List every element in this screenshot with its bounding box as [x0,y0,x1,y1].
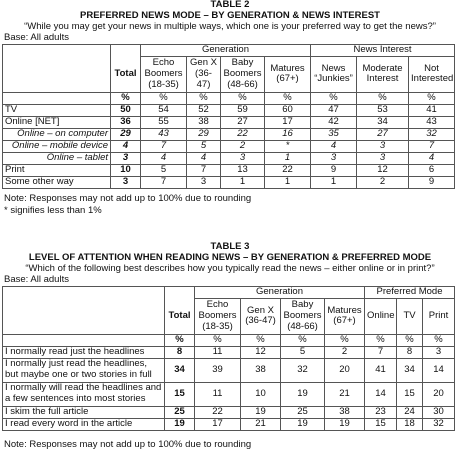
table3-pct: % [195,334,241,346]
table-cell: 59 [221,104,265,116]
table-cell: 12 [357,164,409,176]
table-cell: 34 [165,358,195,382]
table-cell: 12 [241,346,281,358]
table-cell: 14 [365,382,397,406]
table-cell: 27 [357,128,409,140]
table-cell: 19 [325,418,365,430]
table-cell: 39 [195,358,241,382]
table-cell: 29 [187,128,221,140]
table-cell: 35 [311,128,357,140]
table-cell: 1 [221,176,265,188]
table-cell: 54 [141,104,187,116]
table-cell: 5 [281,346,325,358]
table-cell: 9 [409,176,455,188]
table-row [3,382,455,406]
row-label: Some other way [3,176,111,188]
table-cell: 10 [241,382,281,406]
table3-pct: % [241,334,281,346]
table-cell: 38 [187,116,221,128]
table-cell: 50 [111,104,141,116]
table-row [3,140,455,152]
table3-pct: % [165,334,195,346]
table-cell: 7 [365,346,397,358]
table2-pct: % [311,92,357,104]
table-cell: 4 [111,140,141,152]
table-cell: 3 [423,346,455,358]
table2-pct: % [221,92,265,104]
table3-col-matures: Matures (67+) [325,298,365,334]
table3-title: LEVEL OF ATTENTION WHEN READING NEWS – BY GENERATION & PREFERRED MODE [28,252,432,263]
table2-col-genx: Gen X (36-47) [187,56,221,92]
table-cell: * [265,140,311,152]
table-cell: 36 [111,116,141,128]
table-cell: 42 [311,116,357,128]
table2-col-total: Total [111,56,141,92]
table-cell: 21 [241,418,281,430]
table-cell: 4 [311,140,357,152]
row-label: I normally read just the headlines [3,346,165,358]
table3-pct: % [365,334,397,346]
table-cell: 2 [221,140,265,152]
table2-col-junkies: News “Junkies” [311,56,357,92]
table2-title: PREFERRED NEWS MODE – BY GENERATION & NEWS INTEREST [80,10,380,21]
table3 [2,286,455,431]
row-label: Online – mobile device [3,140,111,152]
table-cell: 41 [409,104,455,116]
table-cell: 34 [357,116,409,128]
table-cell: 24 [397,406,423,418]
table-cell: 32 [409,128,455,140]
table-cell: 2 [357,176,409,188]
table-row [3,116,455,128]
table2-pct: % [141,92,187,104]
row-label: I normally just read the headlines, but maybe one or two stories in full [3,358,165,382]
table-cell: 5 [187,140,221,152]
table3-base: Base: All adults [4,274,69,285]
table2-group-news-interest: News Interest [311,45,455,57]
table-cell: 4 [409,152,455,164]
table-cell: 7 [187,164,221,176]
table-cell: 19 [281,418,325,430]
table3-caption: TABLE 3 [210,241,250,252]
table-cell: 1 [265,176,311,188]
table-cell: 3 [357,140,409,152]
table-row [3,346,455,358]
table-cell: 19 [281,382,325,406]
table2-pct: % [409,92,455,104]
table-cell: 22 [195,406,241,418]
table2 [2,44,455,189]
table-cell: 60 [265,104,311,116]
table3-group-generation: Generation [195,287,365,299]
table2-col-not: Not Interested [409,56,455,92]
table-cell: 11 [195,382,241,406]
table3-col-print: Print [423,298,455,334]
table-cell: 22 [221,128,265,140]
table3-pct: % [397,334,423,346]
table-cell: 55 [141,116,187,128]
table-cell: 20 [423,382,455,406]
table-cell: 5 [141,164,187,176]
table2-pct: % [187,92,221,104]
table-cell: 38 [241,358,281,382]
table3-col-online: Online [365,298,397,334]
table2-col-moderate: Moderate Interest [357,56,409,92]
table-cell: 3 [221,152,265,164]
table-cell: 15 [365,418,397,430]
table2-caption: TABLE 2 [210,0,250,10]
table-row [3,164,455,176]
table2-pct: % [111,92,141,104]
table-cell: 11 [195,346,241,358]
table3-col-tv: TV [397,298,423,334]
table2-col-echo: Echo Boomers (18-35) [141,56,187,92]
table-cell: 1 [265,152,311,164]
table-row [3,128,455,140]
table-cell: 29 [111,128,141,140]
table-cell: 18 [397,418,423,430]
table-cell: 41 [365,358,397,382]
table-cell: 10 [111,164,141,176]
table3-pct: % [325,334,365,346]
table-cell: 23 [365,406,397,418]
row-label: I skim the full article [3,406,165,418]
table-cell: 3 [111,152,141,164]
table2-col-matures: Matures (67+) [265,56,311,92]
table-cell: 4 [187,152,221,164]
table-cell: 25 [165,406,195,418]
table-cell: 47 [311,104,357,116]
table3-note: Note: Responses may not add up to 100% due to rounding [4,439,252,450]
table-cell: 22 [265,164,311,176]
table-cell: 2 [325,346,365,358]
table-cell: 6 [409,164,455,176]
table3-col-echo: Echo Boomers (18-35) [195,298,241,334]
table-cell: 3 [187,176,221,188]
table2-note: Note: Responses may not add up to 100% due to rounding [4,193,252,204]
table-cell: 15 [165,382,195,406]
table3-col-genx: Gen X (36-47) [241,298,281,334]
table-row [3,176,455,188]
table-row [3,152,455,164]
row-label: I read every word in the article [3,418,165,430]
table-cell: 14 [423,358,455,382]
row-label: TV [3,104,111,116]
table-cell: 43 [409,116,455,128]
table2-pct: % [265,92,311,104]
table-cell: 19 [241,406,281,418]
table2-base: Base: All adults [4,32,69,43]
table3-question: “Which of the following best describes how you typically read the news – either online or in print?” [25,263,435,274]
table-cell: 13 [221,164,265,176]
table-cell: 25 [281,406,325,418]
table-cell: 52 [187,104,221,116]
table-cell: 53 [357,104,409,116]
table2-group-generation: Generation [141,45,311,57]
table-cell: 1 [311,176,357,188]
table3-pct: % [423,334,455,346]
row-label: I normally will read the headlines and a few sentences into most stories [3,382,165,406]
table2-col-baby: Baby Boomers (48-66) [221,56,265,92]
table-cell: 3 [311,152,357,164]
row-label: Print [3,164,111,176]
table-row [3,406,455,418]
table-cell: 19 [165,418,195,430]
table-row [3,358,455,382]
table-cell: 32 [423,418,455,430]
table-cell: 7 [409,140,455,152]
table-cell: 16 [265,128,311,140]
table-cell: 30 [423,406,455,418]
table-cell: 7 [141,176,187,188]
table-cell: 20 [325,358,365,382]
row-label: Online – on computer [3,128,111,140]
table2-footnote: * signifies less than 1% [4,205,102,216]
table3-col-baby: Baby Boomers (48-66) [281,298,325,334]
table-cell: 3 [111,176,141,188]
table-cell: 7 [141,140,187,152]
table-cell: 32 [281,358,325,382]
table-cell: 17 [195,418,241,430]
table-cell: 38 [325,406,365,418]
table-cell: 8 [165,346,195,358]
table3-col-total: Total [165,298,195,334]
table2-question: “While you may get your news in multiple ways, which one is your preferred way to get the news?” [24,21,436,32]
table-cell: 34 [397,358,423,382]
table-cell: 15 [397,382,423,406]
table-cell: 21 [325,382,365,406]
table-cell: 17 [265,116,311,128]
table3-pct: % [281,334,325,346]
table-cell: 27 [221,116,265,128]
table-cell: 43 [141,128,187,140]
table2-pct: % [357,92,409,104]
table-cell: 3 [357,152,409,164]
table-row [3,104,455,116]
table-cell: 4 [141,152,187,164]
row-label: Online – tablet [3,152,111,164]
table-cell: 9 [311,164,357,176]
row-label: Online [NET] [3,116,111,128]
table3-group-mode: Preferred Mode [365,287,455,299]
table-cell: 8 [397,346,423,358]
table-row [3,418,455,430]
